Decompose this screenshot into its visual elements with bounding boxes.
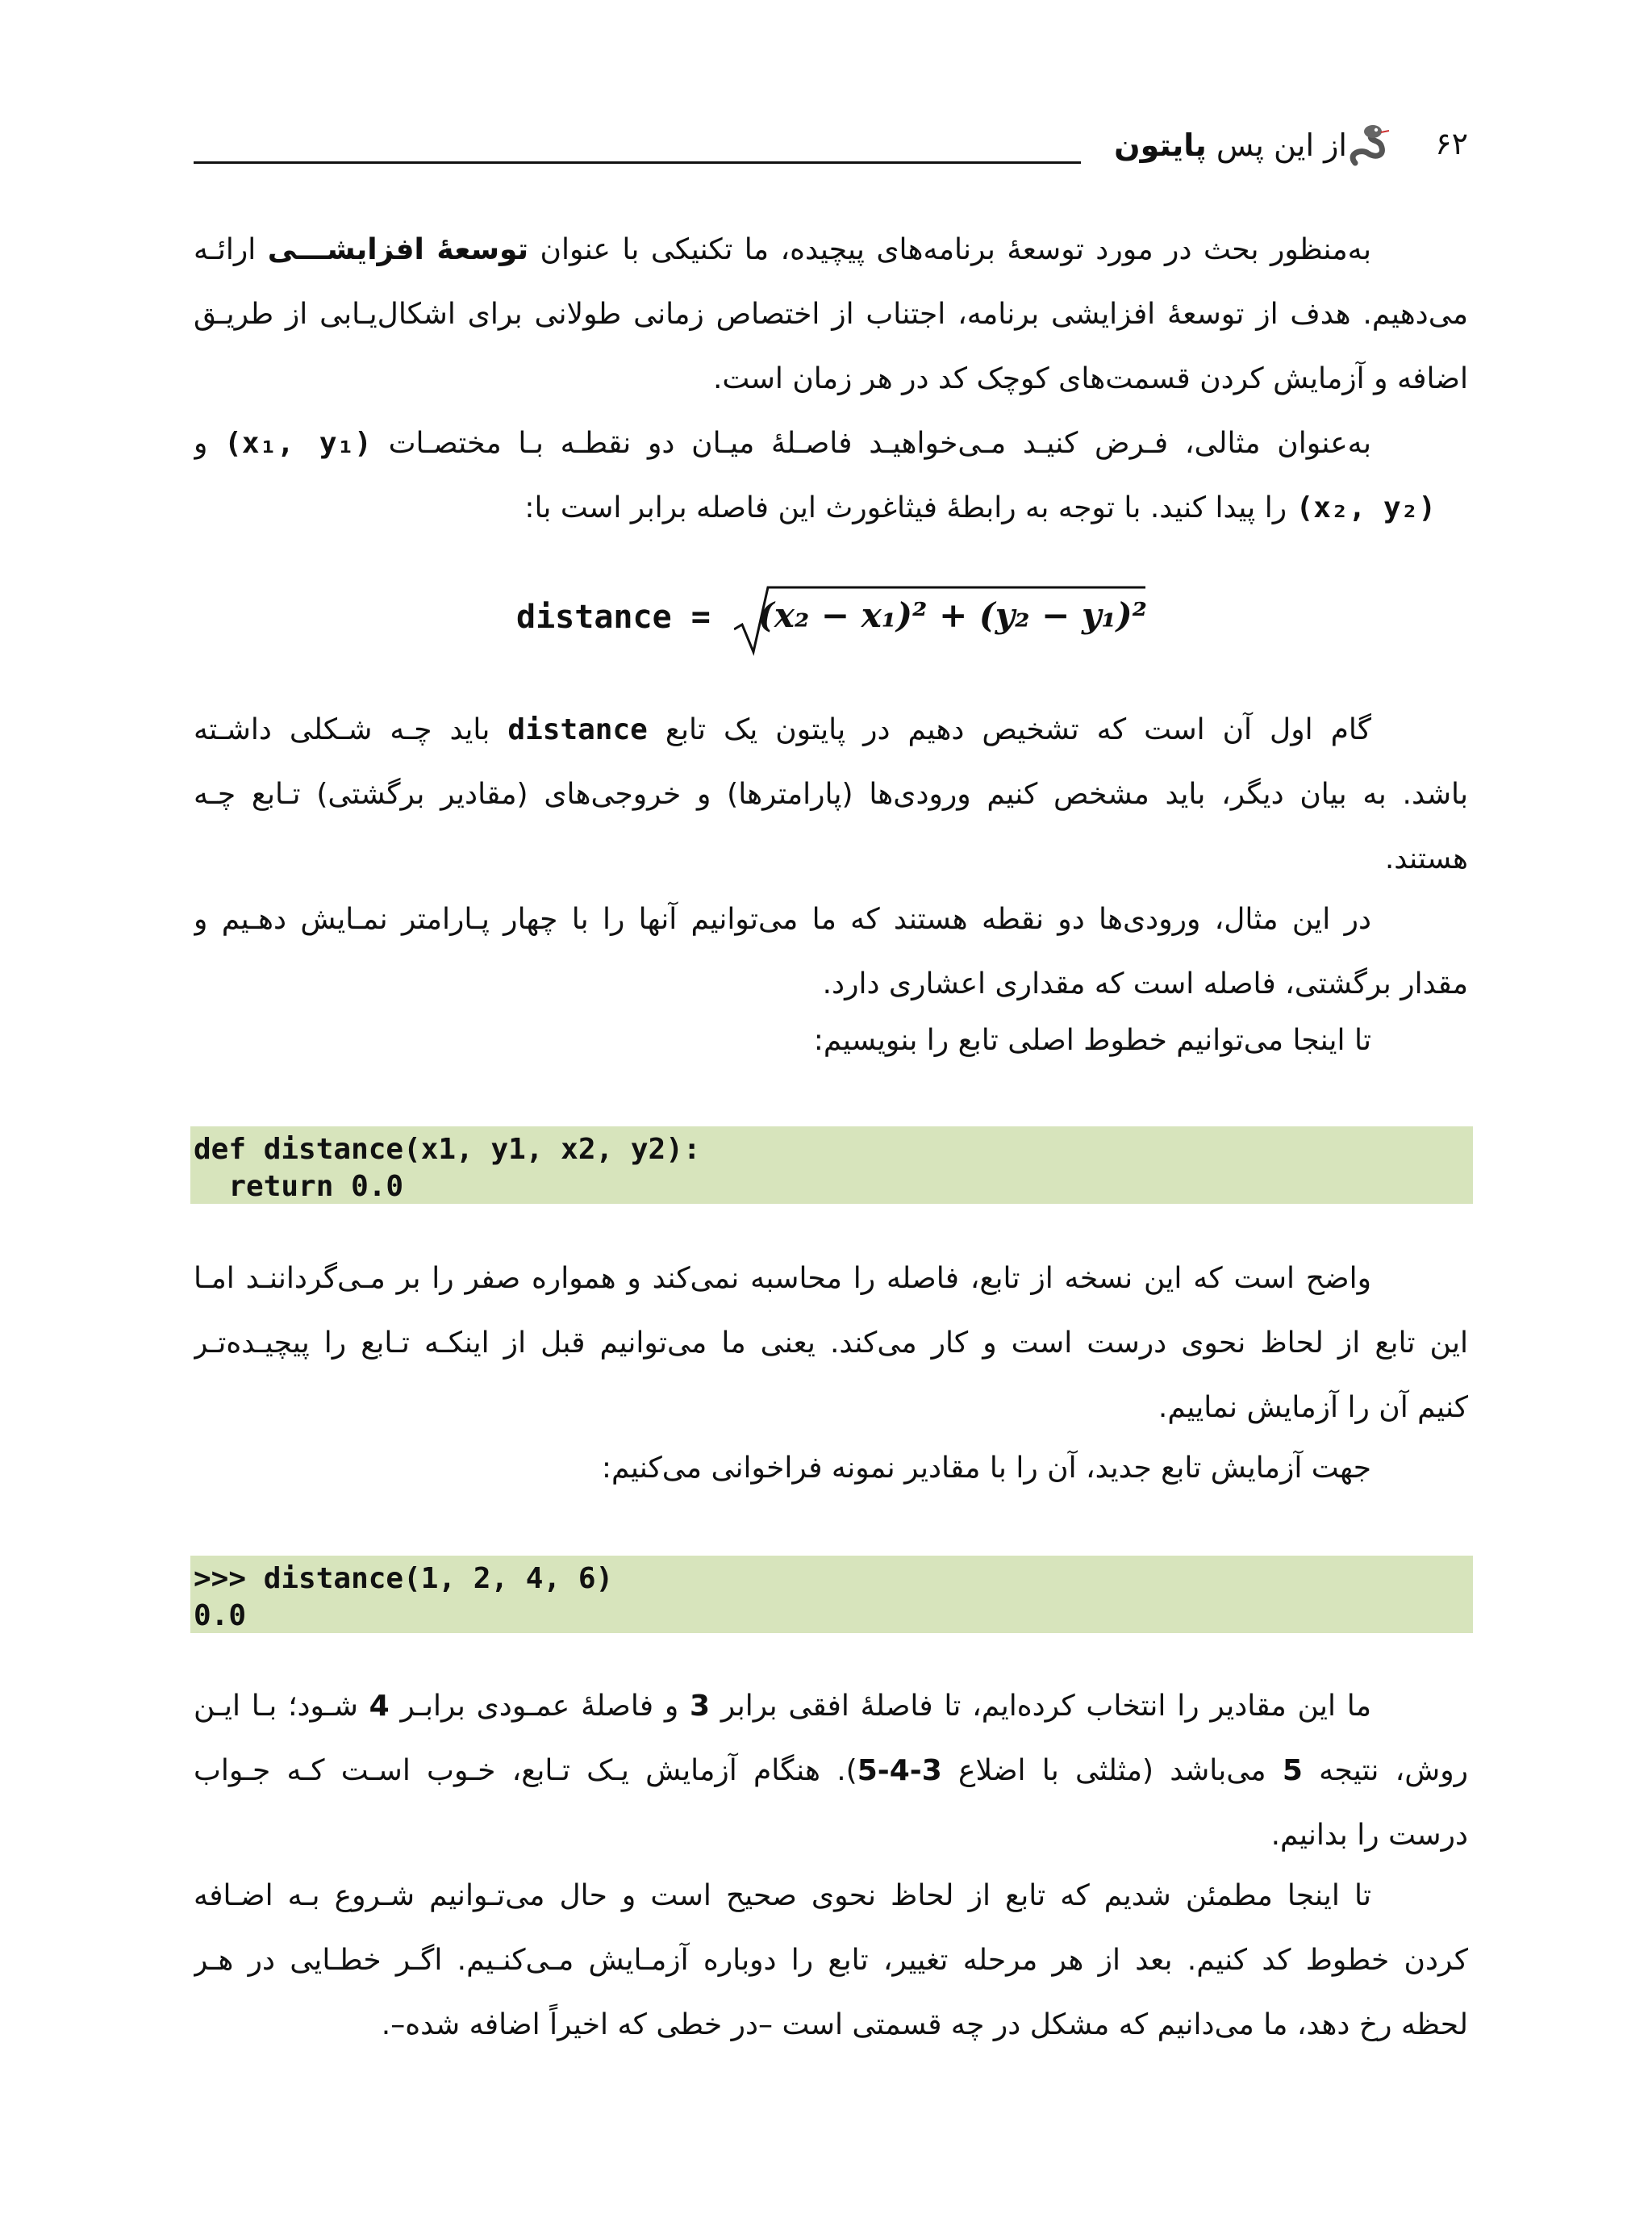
paragraph-9 bbox=[194, 1864, 1468, 2057]
text-span: را پیدا کنید. با توجه به رابطهٔ فیثاغورث این فاصله برابر است با: bbox=[524, 491, 1287, 524]
paragraph-6 bbox=[194, 1247, 1468, 1440]
paragraph-line: تا اینجا مطمئن شدیم که تابع از لحاظ نحوی صحیح است و حال می‌تـوانیم شـروع بـه اضـافه bbox=[194, 1879, 1371, 1912]
paragraph-line: کنیم آن را آزمایش نماییم. bbox=[1158, 1391, 1468, 1424]
paragraph-line: کردن خطوط کد کنیم. بعد از هر مرحله تغییر، تابع را دوباره آزمـایش مـی‌کنـیم. اگـر خطـایی در هـر bbox=[194, 1944, 1468, 1977]
paragraph-line bbox=[194, 411, 1468, 476]
snake-icon bbox=[1344, 121, 1395, 173]
text-span: گام اول آن است که تشخیص دهیم در پایتون یک تابع bbox=[665, 713, 1371, 746]
paragraph-line: مقدار برگشتی، فاصله است که مقداری اعشاری دارد. bbox=[822, 967, 1468, 1001]
paragraph-1 bbox=[194, 218, 1468, 411]
text-span: ارائـه bbox=[194, 233, 257, 266]
inline-code: (x₂, y₂) bbox=[1295, 491, 1436, 524]
distance-formula bbox=[516, 581, 1148, 662]
text-span: و bbox=[194, 427, 208, 460]
paragraph-line: در این مثال، ورودی‌ها دو نقطه هستند که ما می‌توانیم آنها را با چهار پـارامتر نمـایش دهـیم و bbox=[194, 903, 1371, 936]
code-line: return 0.0 bbox=[194, 1170, 404, 1203]
inline-code: (x₁, y₁) bbox=[224, 427, 372, 460]
paragraph-5 bbox=[194, 1009, 1468, 1073]
paragraph-line: واضح است که این نسخه از تابع، فاصله را محاسبه نمی‌کند و همواره صفر را بر مـی‌گرداننـد امـا bbox=[194, 1262, 1371, 1295]
text-span: ما این مقادیر را انتخاب کرده‌ایم، تا فاصلهٔ افقی برابر bbox=[720, 1690, 1372, 1723]
paragraph-line bbox=[194, 1739, 1468, 1803]
inline-code: distance bbox=[507, 713, 648, 746]
code-line: >>> distance(1, 2, 4, 6) bbox=[194, 1562, 614, 1595]
text-span: باید چـه شـکلی داشـته bbox=[194, 713, 490, 746]
paragraph-line: هستند. bbox=[1384, 842, 1468, 875]
paragraph-7 bbox=[194, 1436, 1468, 1501]
bold-triangle-sides: 3-4-5 bbox=[857, 1754, 942, 1787]
running-title-bold: پایتون bbox=[1114, 127, 1207, 163]
text-span: می‌باشد (مثلثی با اضلاع bbox=[958, 1754, 1266, 1787]
code-block-2 bbox=[190, 1556, 1473, 1633]
text-span: و فاصلهٔ عمـودی برابـر bbox=[400, 1690, 679, 1723]
text-span: روش، نتیجه bbox=[1319, 1754, 1468, 1787]
paragraph-line bbox=[194, 1674, 1468, 1739]
text-span: شـود؛ بـا ایـن bbox=[194, 1690, 358, 1723]
bold-term: توسعهٔ افزایشـــی bbox=[267, 233, 529, 266]
text-span: به‌عنوان مثالی، فـرض کنیـد مـی‌خواهیـد فاصـلهٔ میـان دو نقطـه بـا مختصـات bbox=[388, 427, 1371, 460]
code-block-1 bbox=[190, 1126, 1473, 1204]
paragraph-4 bbox=[194, 888, 1468, 1017]
paragraph-line: درست را بدانیم. bbox=[1270, 1819, 1468, 1852]
running-title-prefix: از این پس bbox=[1216, 127, 1347, 163]
formula-lhs: distance = bbox=[516, 599, 711, 636]
page-header bbox=[194, 121, 1468, 186]
paragraph-2 bbox=[194, 411, 1468, 541]
paragraph-8 bbox=[194, 1674, 1468, 1868]
formula-expression: (x₂ − x₁)² + (y₂ − y₁)² bbox=[758, 595, 1148, 635]
text-span: ). هنگام آزمایش یـک تـابع، خـوب اسـت کـه جـواب bbox=[194, 1754, 857, 1787]
text-span: به‌منظور بحث در مورد توسعهٔ برنامه‌های پیچیده، ما تکنیکی با عنوان bbox=[540, 233, 1371, 266]
paragraph-3 bbox=[194, 698, 1468, 892]
paragraph-line: می‌دهیم. هدف از توسعهٔ افزایشی برنامه، اجتناب از اختصاص زمانی طولانی برای اشکال‌یـابی از طریـق bbox=[194, 298, 1468, 331]
bold-number: 4 bbox=[369, 1690, 390, 1723]
paragraph-line: این تابع از لحاظ نحوی درست است و کار می‌کند. یعنی ما می‌توانیم قبل از اینکـه تـابع را پیچیـده‌تـر bbox=[194, 1326, 1468, 1360]
bold-number: 3 bbox=[690, 1690, 711, 1723]
paragraph-line bbox=[194, 218, 1468, 282]
running-title bbox=[1114, 127, 1347, 163]
paragraph-line: اضافه و آزمایش کردن قسمت‌های کوچک کد در هر زمان است. bbox=[712, 362, 1468, 395]
code-line: 0.0 bbox=[194, 1599, 247, 1632]
paragraph-line bbox=[194, 476, 1468, 541]
paragraph-line: لحظه رخ دهد، ما می‌دانیم که مشکل در چه قسمتی است –در خطی که اخیراً اضافه شده–. bbox=[381, 2008, 1468, 2041]
paragraph-line: تا اینجا می‌توانیم خطوط اصلی تابع را بنویسیم: bbox=[813, 1024, 1371, 1057]
code-line: def distance(x1, y1, x2, y2): bbox=[194, 1133, 701, 1166]
header-rule bbox=[194, 161, 1081, 164]
paragraph-line: جهت آزمایش تابع جدید، آن را با مقادیر نمونه فراخوانی می‌کنیم: bbox=[601, 1452, 1371, 1485]
page-number: ۶۲ bbox=[1435, 126, 1468, 161]
bold-number: 5 bbox=[1282, 1754, 1303, 1787]
paragraph-line bbox=[194, 698, 1468, 762]
paragraph-line: باشد. به بیان دیگر، باید مشخص کنیم ورودی‌ها (پارامترها) و خروجی‌های (مقادیر برگشتی) تـابع چـه bbox=[194, 778, 1468, 811]
